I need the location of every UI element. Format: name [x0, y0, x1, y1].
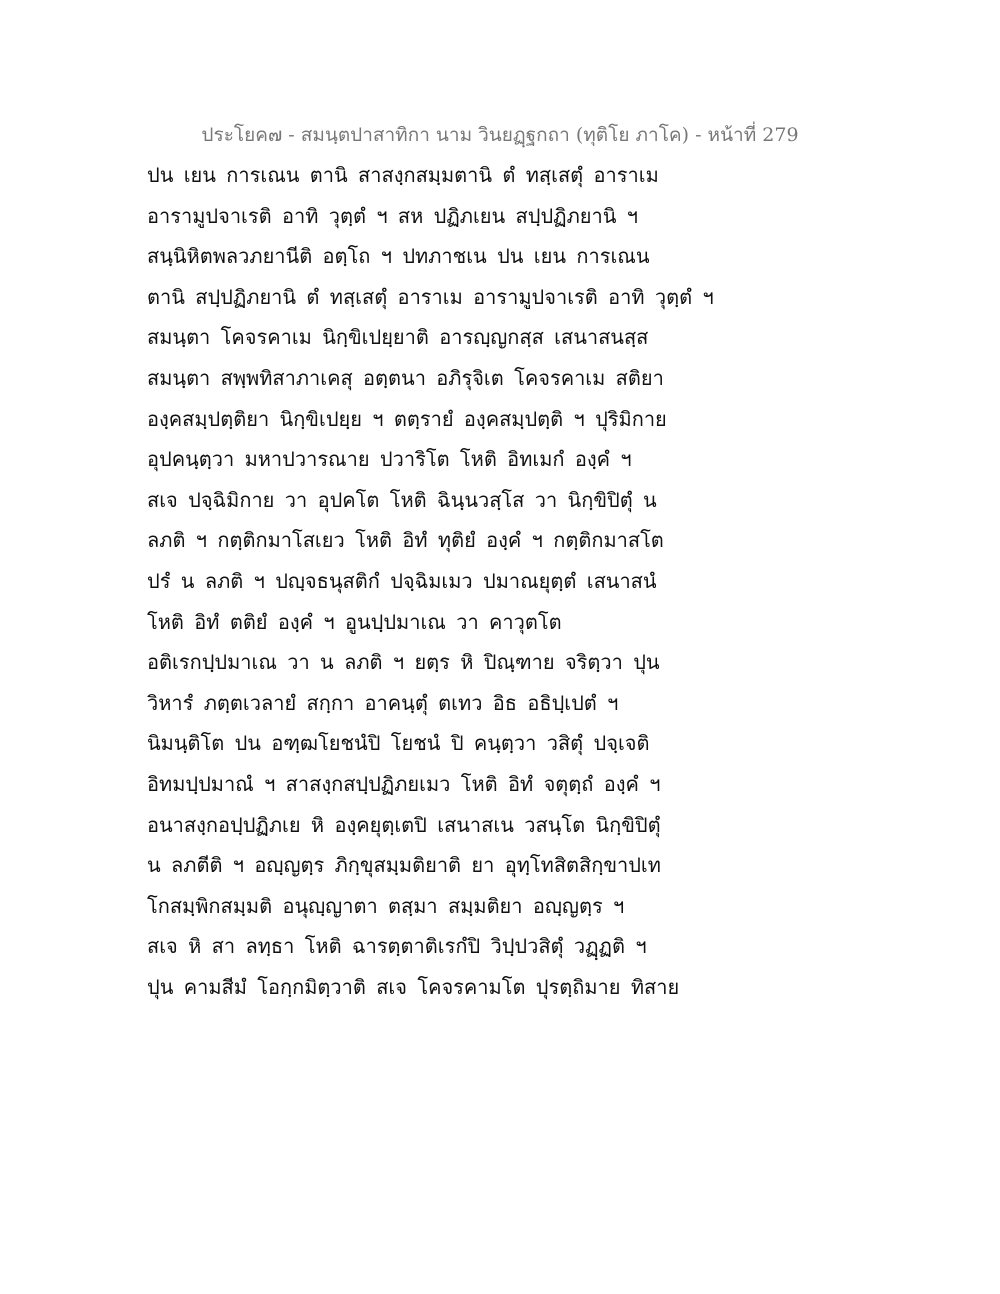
text-line: อนาสงฺกอปฺปฏิภเย หิ องฺคยุตฺเตปิ เสนาสเน วสนฺโต นิกฺขิปิตุํ	[147, 812, 661, 837]
text-line: ปรํ น ลภติ ฯ ปญฺจธนุสติกํ ปจฺฉิมเมว ปมาณยุตฺตํ เสนาสนํ	[147, 568, 657, 593]
text-line: วิหารํ ภตฺตเวลายํ สกฺกา อาคนฺตุํ ตเทว อิธ อธิปฺเปตํ ฯ	[147, 690, 619, 715]
text-line: สนฺนิหิตพลวภยานีติ อตฺโถ ฯ ปทภาชเน ปน เยน การเณน	[147, 244, 650, 269]
text-line: สมนฺตา โคจรคาเม นิกฺขิเปยฺยาติ อารญฺญกสฺส เสนาสนสฺส	[147, 325, 649, 350]
text-line: ตานิ สปฺปฏิภยานิ ตํ ทสฺเสตุํ อาราเม อารามูปจาเรติ อาทิ วุตฺตํ ฯ	[147, 284, 714, 309]
text-line: โหติ อิทํ ตติยํ องฺคํ ฯ อูนปฺปมาเณ วา คาวุตโต	[147, 609, 562, 634]
text-line: โกสมฺพิกสมฺมติ อนุญฺญาตา ตสฺมา สมฺมติยา อญฺญตฺร ฯ	[147, 893, 625, 918]
text-line: นิมนฺติโต ปน อฑฺฒโยชนํปิ โยชนํ ปิ คนฺตฺวา วสิตุํ ปจฺเจติ	[147, 731, 650, 756]
text-line: อติเรกปฺปมาเณ วา น ลภติ ฯ ยตฺร หิ ปิณฺฑาย จริตฺวา ปุน	[147, 650, 660, 675]
text-line: ปุน คามสีมํ โอกฺกมิตฺวาติ สเจ โคจรคามโต ปุรตฺถิมาย ทิสาย	[147, 974, 680, 999]
text-line: อุปคนฺตฺวา มหาปวารณาย ปวาริโต โหติ อิทเมกํ องฺคํ ฯ	[147, 447, 632, 472]
text-line: สเจ หิ สา ลทฺธา โหติ ฉารตฺตาติเรกํปิ วิปฺปวสิตุํ วฏฺฏติ ฯ	[147, 934, 647, 959]
text-line: สเจ ปจฺฉิมิกาย วา อุปคโต โหติ ฉินฺนวสฺโส วา นิกฺขิปิตุํ น	[147, 487, 657, 512]
text-line: ปน เยน การเณน ตานิ สาสงฺกสมฺมตานิ ตํ ทสฺเสตุํ อาราเม	[147, 163, 659, 187]
text-line: อารามูปจาเรติ อาทิ วุตฺตํ ฯ สห ปฏิภเยน สปฺปฏิภยานิ ฯ	[147, 203, 638, 228]
page-header: ประโยค๗ - สมนฺตปาสาทิกา นาม วินยฏฺฐกถา (ทุติโย ภาโค) - หน้าที่ 279	[201, 124, 799, 146]
text-line: องฺคสมฺปตฺติยา นิกฺขิเปยฺย ฯ ตตฺรายํ องฺคสมฺปตฺติ ฯ ปุริมิกาย	[147, 406, 667, 431]
text-line: อิทมปฺปมาณํ ฯ สาสงฺกสปฺปฏิภยเมว โหติ อิทํ จตุตฺถํ องฺคํ ฯ	[147, 771, 661, 796]
text-line: ลภติ ฯ กตฺติกมาโสเยว โหติ อิทํ ทุติยํ องฺคํ ฯ กตฺติกมาสโต	[147, 528, 664, 553]
text-line: สมนฺตา สพฺพทิสาภาเคสุ อตฺตนา อภิรุจิเต โคจรคาเม สติยา	[147, 365, 664, 390]
text-line: น ลภตีติ ฯ อญฺญตฺร ภิกฺขุสมฺมติยาติ ยา อุทฺโทสิตสิกฺขาปเท	[147, 853, 661, 878]
body-text	[147, 155, 714, 1007]
